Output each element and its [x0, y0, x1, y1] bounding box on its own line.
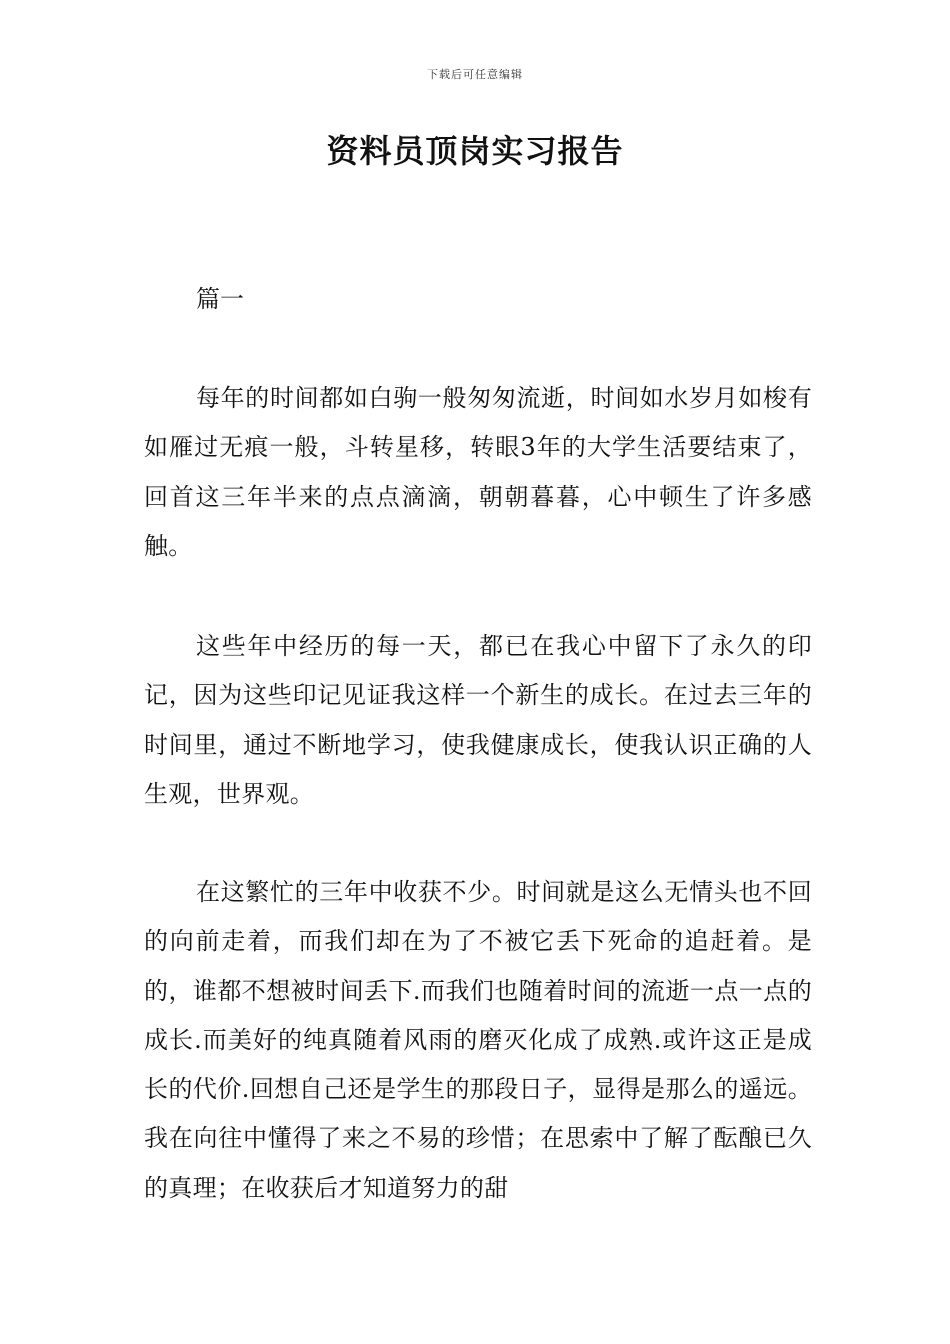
header-note: 下载后可任意编辑 [427, 68, 523, 81]
paragraph-1: 每年的时间都如白驹一般匆匆流逝，时间如水岁月如梭有如雁过无痕一般，斗转星移，转眼3年的大学生活要结束了，回首这三年半来的点点滴滴，朝朝暮暮，心中顿生了许多感触。 [144, 384, 812, 560]
section-label: 篇一 [196, 285, 244, 313]
paragraph-3: 在这繁忙的三年中收获不少。时间就是这么无情头也不回的向前走着，而我们却在为了不被它丢下死命的追赶着。是的，谁都不想被时间丢下.而我们也随着时间的流逝一点一点的成长.而美好的纯真随着风雨的磨灭化成了成熟.或许这正是成长的代价.回想自己还是学生的那段日子，显得是那么的遥远。我在向往中懂得了来之不易的珍惜；在思索中了解了酝酿已久的真理；在收获后才知道努力的甜 [144, 878, 812, 1202]
document-title: 资料员顶岗实习报告 [326, 132, 624, 170]
paragraph-2: 这些年中经历的每一天，都已在我心中留下了永久的印记，因为这些印记见证我这样一个新生的成长。在过去三年的时间里，通过不断地学习，使我健康成长，使我认识正确的人生观，世界观。 [144, 632, 812, 808]
